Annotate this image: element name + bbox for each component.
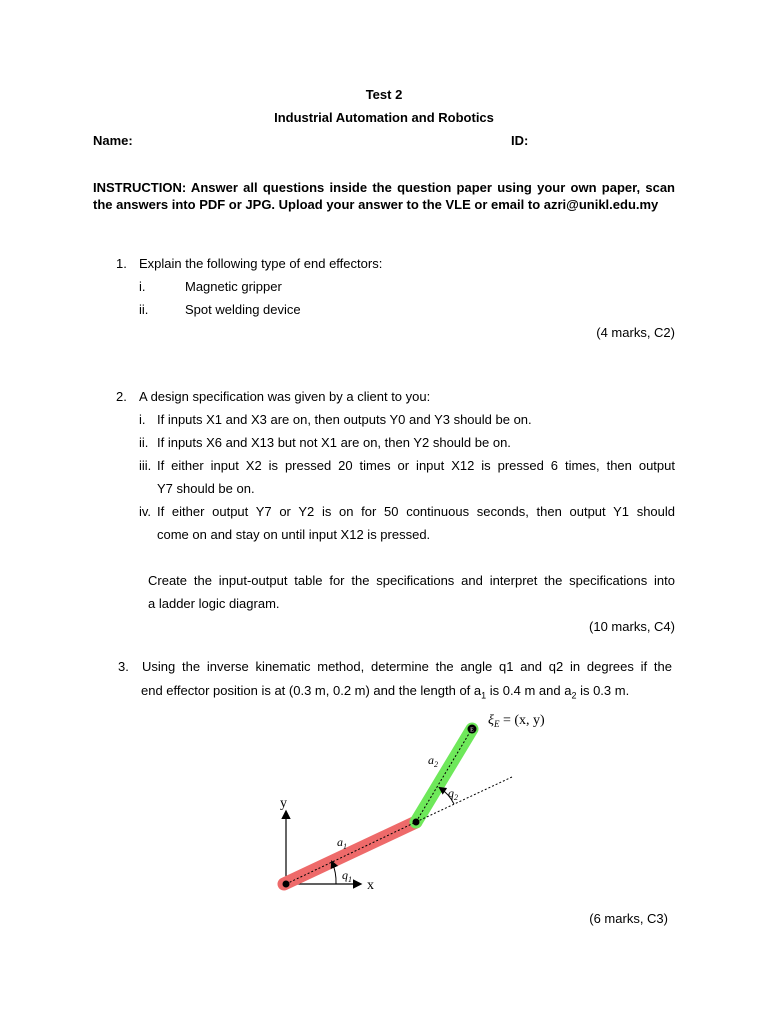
name-label: Name:: [93, 133, 133, 148]
q1-number: 1.: [116, 256, 127, 271]
q3-text: Using the inverse kinematic method, determine the angle q1 and q2 in degrees if the: [142, 659, 672, 674]
q1-item-text: Spot welding device: [185, 302, 301, 317]
course-title: Industrial Automation and Robotics: [274, 110, 494, 125]
q2-label: $q_2$: [448, 786, 458, 802]
base-joint: [283, 881, 290, 888]
q3-text-part: is 0.4 m and a: [486, 683, 572, 698]
q3-text-part: end effector position is at (0.3 m, 0.2 m) and the length of a: [141, 683, 482, 698]
end-effector-position-label: $\xi_E = (x$, y): [488, 713, 545, 729]
q2-item-num: ii.: [139, 435, 149, 450]
q2-text: A design specification was given by a client to you:: [139, 389, 431, 404]
q1-text: Explain the following type of end effectors:: [139, 256, 383, 271]
q3-subscript: 1: [481, 690, 487, 701]
q3-number: 3.: [118, 659, 129, 674]
id-label: ID:: [511, 133, 529, 148]
robot-arm-figure: [250, 700, 570, 900]
x-axis-label: x: [367, 878, 374, 893]
q2-item-num: iii.: [139, 458, 152, 473]
a2-label: $a_2$: [428, 753, 438, 769]
q2-item-text: If inputs X1 and X3 are on, then outputs Y0 and Y3 should be on.: [157, 412, 532, 427]
elbow-joint: [413, 819, 420, 826]
q1-label: $q_1$: [342, 868, 352, 884]
q3-text-part: is 0.3 m.: [576, 683, 630, 698]
a1-label: $a_1$: [337, 835, 347, 851]
instruction-text: INSTRUCTION: Answer all questions inside the question paper using your own paper, scan the answers into PDF or JPG. Upload your answer to the VLE or email to azri@unikl.edu.my: [93, 180, 675, 212]
q2-task-text: Create the input-output table for the specifications and interpret the specifications into: [148, 573, 675, 588]
q2-item-text-cont: come on and stay on until input X12 is pressed.: [157, 527, 431, 542]
q1-item-num: ii.: [139, 302, 149, 317]
q2-item-text: If either output Y7 or Y2 is on for 50 continuous seconds, then output Y1 should: [157, 504, 675, 519]
q2-item-num: iv.: [139, 504, 152, 519]
test-title: Test 2: [365, 87, 403, 102]
q1-item-num: i.: [139, 279, 146, 294]
q2-item-text: If inputs X6 and X13 but not X1 are on, then Y2 should be on.: [157, 435, 511, 450]
q1-item-text: Magnetic gripper: [185, 279, 282, 294]
q3-subscript: 2: [571, 690, 577, 701]
y-axis-label: y: [280, 796, 287, 811]
q2-item-text-cont: Y7 should be on.: [157, 481, 255, 496]
q2-task-text-cont: a ladder logic diagram.: [148, 596, 280, 611]
q3-marks: (6 marks, C3): [589, 911, 668, 926]
q2-item-text: If either input X2 is pressed 20 times or input X12 is pressed 6 times, then output: [157, 458, 675, 473]
q2-number: 2.: [116, 389, 127, 404]
end-effector-marker-label: E: [470, 727, 474, 734]
q2-marks: (10 marks, C4): [589, 619, 675, 634]
q2-item-num: i.: [139, 412, 146, 427]
q1-marks: (4 marks, C2): [596, 325, 675, 340]
